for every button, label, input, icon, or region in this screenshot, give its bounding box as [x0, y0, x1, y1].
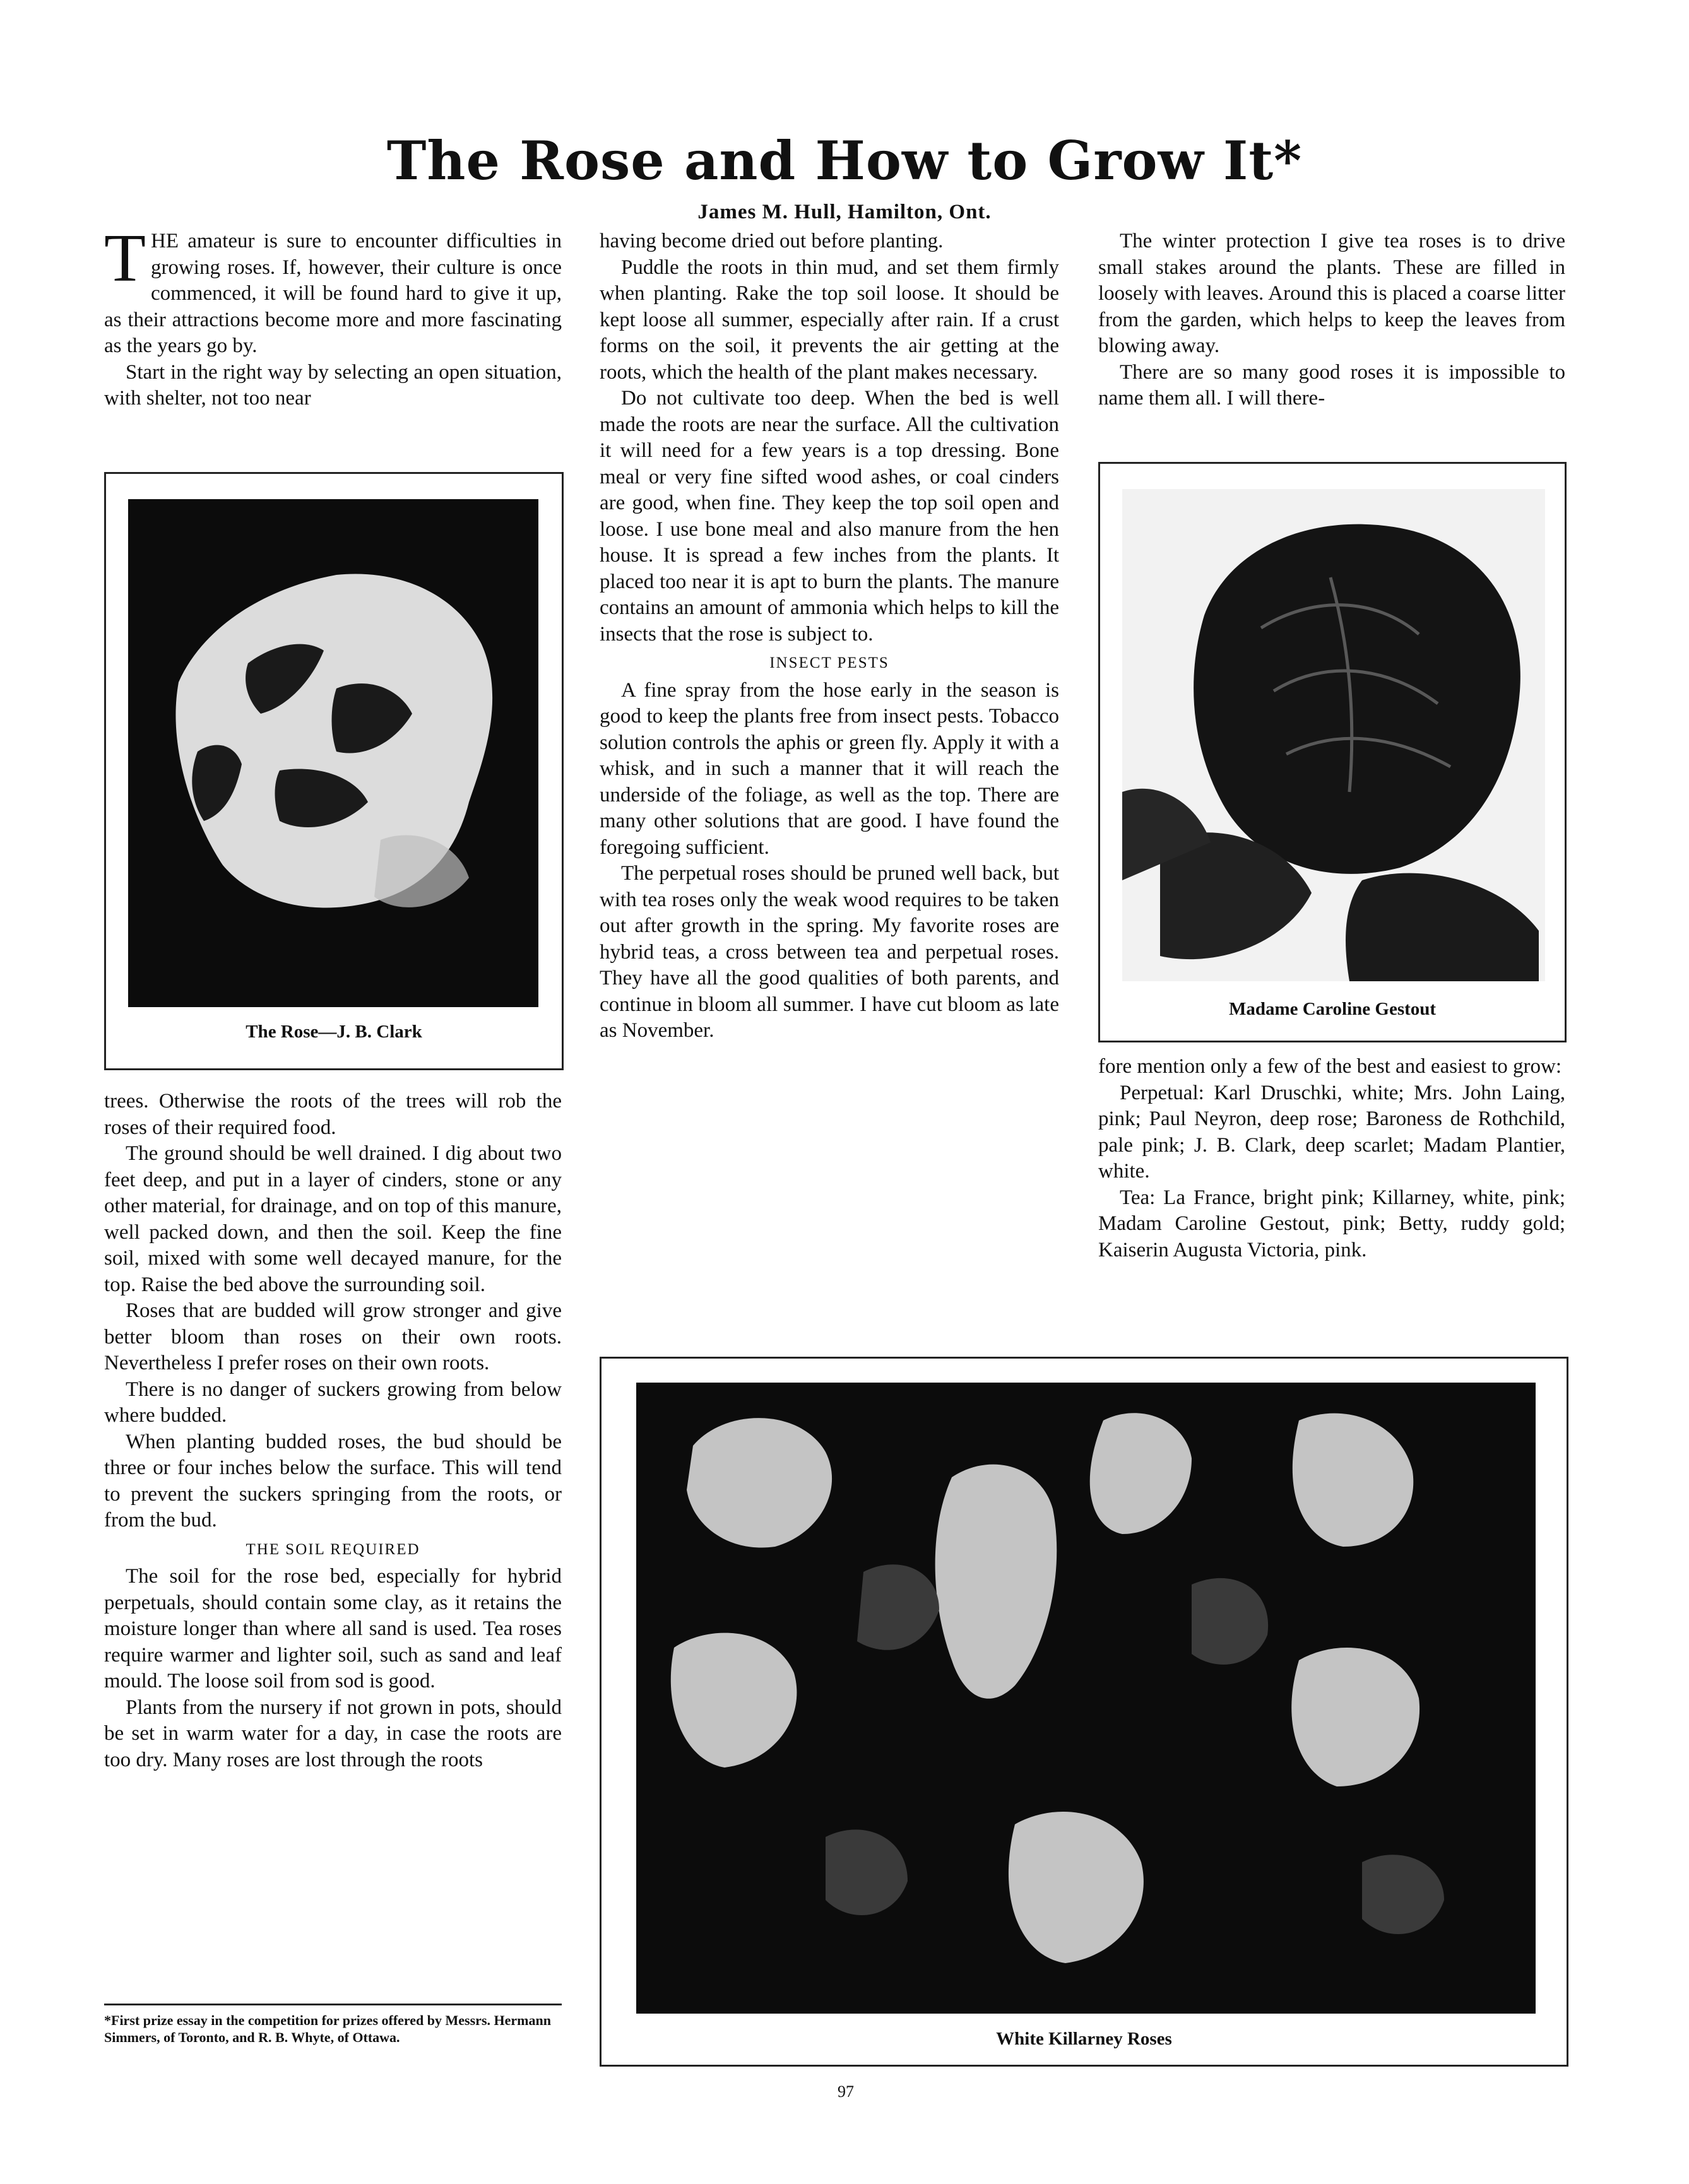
rose-photo-jb-clark — [128, 499, 538, 1007]
paragraph: trees. Otherwise the roots of the trees will rob the roses of their required food. — [104, 1090, 562, 1139]
figure-white-killarney — [600, 1357, 1568, 2067]
column-1-top — [104, 221, 562, 412]
article-byline: James M. Hull, Hamilton, Ont. — [697, 201, 992, 223]
figure-caption: White Killarney Roses — [996, 2029, 1172, 2049]
paragraph: fore mention only a few of the best and easiest to grow: — [1098, 1055, 1562, 1078]
page-number: 97 — [838, 2082, 854, 2101]
paragraph: There is no danger of suckers growing from below where budded. — [104, 1378, 562, 1427]
section-heading: INSECT PESTS — [769, 654, 889, 671]
figure-caption: The Rose—J. B. Clark — [246, 1022, 422, 1042]
article-title: The Rose and How to Grow It* — [386, 129, 1303, 192]
paragraph: having become dried out before planting. — [600, 230, 944, 252]
figure-caroline-gestout — [1098, 462, 1567, 1042]
drop-cap: T — [104, 221, 146, 296]
footnote-rule — [104, 2004, 562, 2005]
paragraph: A fine spray from the hose early in the season is good to keep the plants free from insect pests. Tobacco solution controls the aphis or green fly. Apply it with a whisk, and in such a manner that it will reach the underside of the foliage, as well as the top. There are many other solutions that are good. I have found the foregoing sufficient. — [600, 678, 1059, 859]
paragraph: Plants from the nursery if not grown in pots, should be set in warm water for a day, in case the roots are too dry. Many roses are lost through the roots — [104, 1696, 562, 1771]
paragraph: Perpetual: Karl Druschki, white; Mrs. John Laing, pink; Paul Neyron, deep rose; Baroness de Rothchild, pale pink; J. B. Clark, deep scarlet; Madam Plantier, white. — [1098, 1081, 1565, 1183]
paragraph: The soil for the rose bed, especially for hybrid perpetuals, should contain some clay, as it retains the moisture longer than where all sand is used. Tea roses require warmer and lighter soil, such as sand and leaf mould. The loose soil from sod is good. — [104, 1565, 562, 1692]
rose-photo-white-killarney — [636, 1383, 1536, 2014]
paragraph: Roses that are budded will grow stronger and give better bloom than roses on their own roots. Nevertheless I prefer roses on their own roots. — [104, 1299, 562, 1374]
column-3-bottom — [1098, 1054, 1565, 1263]
column-1-bottom — [104, 1089, 562, 1773]
paragraph: Start in the right way by selecting an open situation, with shelter, not too near — [104, 360, 562, 410]
paragraph: HE amateur is sure to encounter difficulties in growing roses. If, however, their culture is once commenced, it will be found hard to give it up, as their attractions become more and more fascinating as the years go by. — [104, 230, 562, 357]
paragraph: Do not cultivate too deep. When the bed is well made the roots are near the surface. All the cultivation it will need for a few years is a top dressing. Bone meal or very fine sifted wood ashes, or coal cinders are good, when fine. They keep the top soil open and loose. I use bone meal and also manure from the hen house. It is spread a few inches from the plants. It placed too near it is apt to burn the plants. The manure contains an amount of ammonia which helps to kill the insects that the rose is subject to. — [600, 387, 1059, 646]
paragraph: The perpetual roses should be pruned well back, but with tea roses only the weak wood requires to be taken out after growth in the spring. My favorite roses are hybrid teas, a cross between tea and perpetual roses. They have all the good qualities of both parents, and continue in bloom all summer. I have cut bloom as late as November. — [600, 862, 1059, 1042]
paragraph: There are so many good roses it is impossible to name them all. I will there- — [1098, 360, 1565, 410]
paragraph: When planting budded roses, the bud should be three or four inches below the surface. This will tend to prevent the suckers springing from the roots, or from the bud. — [104, 1430, 562, 1532]
column-3-top — [1098, 228, 1565, 412]
column-2 — [600, 228, 1059, 1044]
paragraph: The ground should be well drained. I dig about two feet deep, and put in a layer of cinders, stone or any other material, for drainage, and on top of this manure, well packed down, and then the soil. Keep the fine soil, mixed with some well decayed manure, for the top. Raise the bed above the surrounding soil. — [104, 1142, 562, 1296]
figure-jb-clark — [104, 472, 564, 1070]
figure-caption: Madame Caroline Gestout — [1228, 999, 1437, 1019]
footnote: *First prize essay in the competition for prizes offered by Messrs. Hermann Simmers, of Toronto, and R. B. Whyte, of Ottawa. — [104, 2012, 551, 2045]
section-heading: THE SOIL REQUIRED — [246, 1540, 420, 1558]
paragraph: Tea: La France, bright pink; Killarney, white, pink; Madam Caroline Gestout, pink; Betty, ruddy gold; Kaiserin Augusta Victoria, pink. — [1098, 1186, 1565, 1261]
rose-photo-caroline-gestout — [1122, 489, 1545, 981]
paragraph: The winter protection I give tea roses is to drive small stakes around the plants. These are filled in loosely with leaves. Around this is placed a coarse litter from the garden, which helps to keep the leaves from blowing away. — [1098, 230, 1565, 357]
paragraph: Puddle the roots in thin mud, and set them firmly when planting. Rake the top soil loose. It should be kept loose all summer, especially after rain. If a crust forms on the soil, it prevents the air getting at the roots, which the health of the plant makes necessary. — [600, 256, 1059, 384]
